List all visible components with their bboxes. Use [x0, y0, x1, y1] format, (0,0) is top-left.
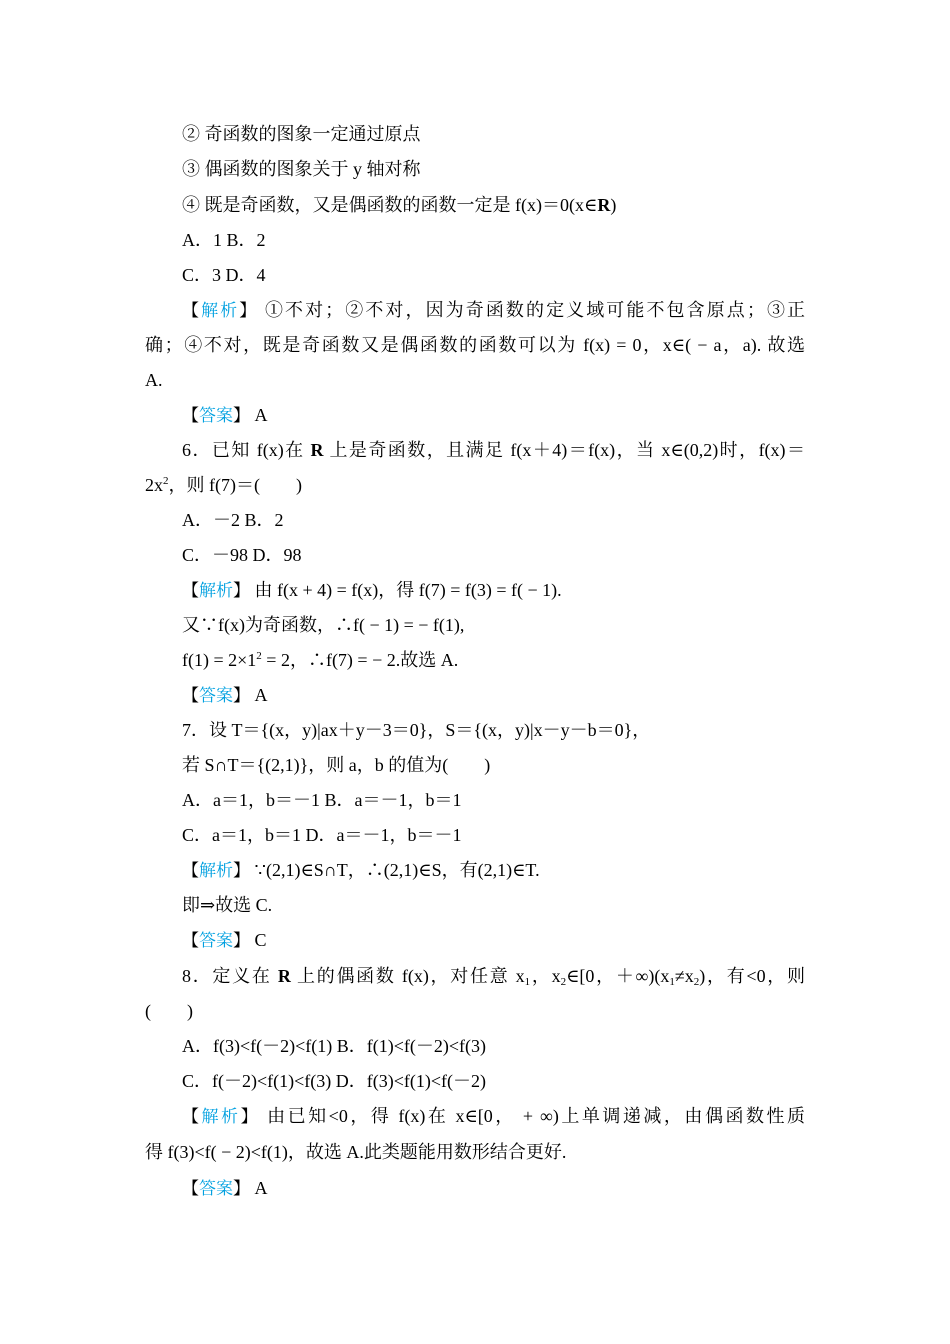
- q8-options-cd: C．f(－2)<f(1)<f(3) D．f(3)<f(1)<f(－2): [182, 1071, 487, 1091]
- q6-analysis: 【解析】 由 f(x + 4) = f(x)，得 f(7) = f(3) = f( − 1).: [182, 580, 562, 601]
- q6-analysis-line2: 又∵f(x)为奇函数，∴f( − 1) = − f(1),: [182, 615, 465, 635]
- q6-stem-cont: $2x^2$，则 f(7)＝( ): [145, 475, 302, 495]
- q5-analysis: 【解析】 ①不对；②不对，因为奇函数的定义域可能不包含原点；③正: [182, 300, 806, 321]
- q6-options-cd: C．－98 D．98: [182, 545, 302, 565]
- q6-stem: 6．已知 f(x)在 R 上是奇函数，且满足 f(x＋4)＝f(x)，当 x∈(0,2)时，f(x)＝: [182, 440, 805, 460]
- q7-options-ab: A．a＝1，b＝－1 B．a＝－1，b＝1: [182, 790, 462, 810]
- q7-options-cd: C．a＝1，b＝1 D．a＝－1，b＝－1: [182, 825, 462, 845]
- q8-answer: 【答案】 A: [182, 1178, 268, 1199]
- q5-analysis-end: A.: [145, 370, 163, 390]
- q6-options-ab: A．－2 B．2: [182, 510, 284, 530]
- q6-analysis-line3: $f(1) = 2\times 1^2 = 2$，∴f(7) = − 2.故选 A.: [182, 650, 459, 670]
- q8-analysis-cont: 得 f(3)<f( − 2)<f(1)，故选 A.此类题能用数形结合更好.: [145, 1142, 567, 1162]
- q5-analysis-cont: 确；④不对，既是奇函数又是偶函数的函数可以为 f(x) = 0，x∈( − a，a). 故选: [145, 335, 805, 355]
- q6-answer: 【答案】 A: [182, 685, 268, 706]
- q5-options-cd: C．3 D．4: [182, 265, 266, 285]
- q8-analysis: 【解析】 由已知<0，得 f(x)在 x∈[0， + ∞)上单调递减，由偶函数性质: [182, 1106, 806, 1127]
- q7-stem: 7．设 T＝{(x，y)|ax＋y－3＝0}，S＝{(x，y)|x－y－b＝0}，: [182, 720, 651, 740]
- q8-stem: 8．定义在 R 上的偶函数 f(x)，对任意 $x_1$，$x_2\in[0$，$+\infty)(x_1\ne x_2)$，有<0，则: [182, 966, 806, 988]
- q7-answer: 【答案】 C: [182, 930, 267, 951]
- q7-analysis-line2: 即⇒故选 C.: [182, 895, 273, 915]
- q5-answer: 【答案】 A: [182, 405, 268, 426]
- statement-2: ② 奇函数的图象一定通过原点: [182, 124, 421, 144]
- q5-options-ab: A．1 B．2: [182, 230, 266, 250]
- q8-options-ab: A．f(3)<f(－2)<f(1) B．f(1)<f(－2)<f(3): [182, 1036, 487, 1056]
- statement-3: ③ 偶函数的图象关于 y 轴对称: [182, 159, 421, 179]
- q7-analysis: 【解析】 ∵(2,1)∈S∩T，∴(2,1)∈S，有(2,1)∈T.: [182, 860, 540, 881]
- q7-stem-cont: 若 S∩T＝{(2,1)}，则 a，b 的值为( ): [182, 755, 491, 775]
- statement-4: ④ 既是奇函数，又是偶函数的函数一定是 f(x)＝0(x∈R): [182, 195, 617, 215]
- q8-stem-cont: ( ): [145, 1001, 193, 1021]
